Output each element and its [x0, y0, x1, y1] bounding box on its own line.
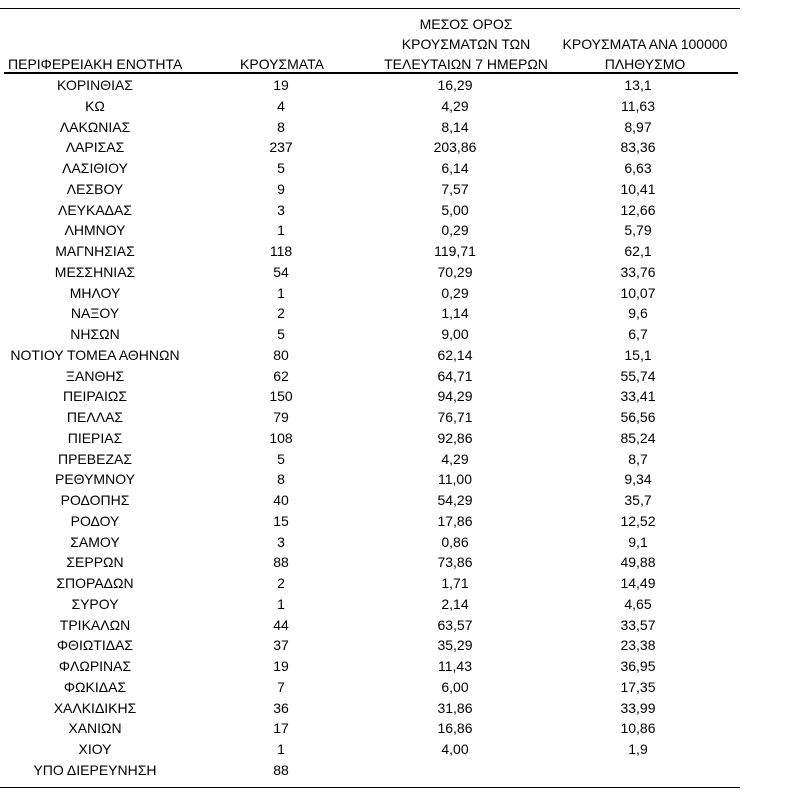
- region-cell: ΝΑΞΟΥ: [70, 305, 120, 322]
- cases-per-100000-cell: 1,9: [628, 741, 648, 757]
- table-row: [0, 573, 740, 594]
- header-cases-per-100000: [552, 34, 738, 74]
- table-row: [0, 594, 740, 615]
- table-row: [0, 469, 740, 490]
- region-cell: ΣΥΡΟΥ: [71, 595, 119, 612]
- table-row: [0, 262, 740, 283]
- table-row: [0, 366, 740, 387]
- region-cell: ΠΡΕΒΕΖΑΣ: [57, 450, 132, 467]
- region-cell: ΥΠΟ ΔΙΕΡΕΥΝΗΣΗ: [33, 761, 157, 778]
- table-row: [0, 760, 740, 781]
- region-cell: ΛΑΣΙΘΙΟΥ: [62, 160, 128, 176]
- cases-cell: 19: [273, 658, 289, 674]
- cases-cell: 40: [273, 492, 289, 508]
- region-cell: ΛΗΜΝΟΥ: [64, 222, 126, 239]
- table-row: [0, 656, 740, 677]
- region-cell: ΧΙΟΥ: [78, 741, 112, 757]
- cases-per-100000-cell: [538, 760, 738, 781]
- cases-cell: 88: [273, 554, 289, 571]
- cases-per-100000-cell: 10,07: [620, 284, 656, 301]
- cases-cell: 1: [277, 222, 285, 239]
- table-row: [0, 303, 740, 324]
- cases-per-100000-cell: 5,79: [624, 222, 652, 239]
- cases-cell: 88: [273, 761, 289, 778]
- cases-per-100000-cell: 15,1: [624, 346, 652, 363]
- avg-7-days-cell: 76,71: [437, 409, 473, 425]
- cases-cell: 9: [277, 180, 285, 197]
- header-avg-line-3: ΤΕΛΕΥΤΑΙΩΝ 7 ΗΜΕΡΩΝ: [384, 56, 548, 72]
- table-body: [0, 75, 740, 781]
- cases-cell: 3: [277, 533, 285, 550]
- avg-7-days-cell: 4,29: [441, 450, 469, 467]
- avg-7-days-cell: 62,14: [437, 346, 473, 363]
- cases-per-100000-cell: 35,7: [624, 492, 652, 508]
- region-cell: ΚΟΡΙΝΘΙΑΣ: [57, 77, 133, 93]
- table-row: [0, 677, 740, 698]
- avg-7-days-cell: 119,71: [434, 243, 476, 259]
- avg-7-days-cell: 11,00: [438, 471, 472, 488]
- header-cases: ΚΡΟΥΣΜΑΤΑ: [240, 56, 324, 72]
- cases-per-100000-cell: 17,35: [620, 678, 656, 695]
- table-row: [0, 345, 740, 366]
- region-cell: ΣΠΟΡΑΔΩΝ: [56, 575, 134, 591]
- cases-cell: 118: [269, 243, 293, 259]
- cases-per-100000-cell: 14,49: [620, 575, 656, 591]
- table-row: [0, 158, 740, 179]
- table-row: [0, 200, 740, 221]
- cases-per-100000-cell: 33,76: [620, 263, 656, 280]
- cases-per-100000-cell: 33,41: [620, 388, 656, 405]
- cases-cell: 79: [273, 409, 289, 425]
- table-row: [0, 96, 740, 117]
- region-cell: ΡΕΘΥΜΝΟΥ: [54, 471, 135, 488]
- cases-per-100000-cell: 62,1: [624, 243, 652, 259]
- header-avg-7-days: [380, 14, 552, 74]
- cases-cell: 19: [273, 77, 289, 93]
- region-cell: ΜΕΣΣΗΝΙΑΣ: [54, 263, 136, 280]
- cases-per-100000-cell: 49,88: [620, 554, 656, 571]
- region-cell: ΡΟΔΟΠΗΣ: [60, 492, 130, 508]
- cases-cell: 237: [269, 139, 293, 156]
- region-cell: ΧΑΛΚΙΔΙΚΗΣ: [53, 699, 137, 716]
- avg-7-days-cell: 203,86: [433, 139, 477, 156]
- table-row: [0, 117, 740, 138]
- cases-cell: 80: [273, 346, 289, 363]
- header-per-line-1: ΚΡΟΥΣΜΑΤΑ ΑΝΑ 100000: [562, 36, 728, 52]
- table-row: [0, 511, 740, 532]
- table-row: [0, 283, 740, 304]
- cases-cell: 5: [277, 326, 285, 342]
- bottom-rule: [0, 787, 740, 788]
- cases-cell: 1: [277, 595, 285, 612]
- avg-7-days-cell: 1,71: [441, 575, 469, 591]
- avg-7-days-cell: 31,86: [437, 699, 473, 716]
- region-cell: ΠΕΙΡΑΙΩΣ: [63, 388, 127, 405]
- cases-per-100000-cell: 9,6: [628, 305, 648, 322]
- avg-7-days-cell: 70,29: [437, 263, 473, 280]
- avg-7-days-cell: 9,00: [441, 326, 469, 342]
- cases-per-100000-cell: 9,34: [624, 471, 652, 488]
- avg-7-days-cell: 1,14: [441, 305, 469, 322]
- cases-cell: 62: [273, 367, 289, 384]
- avg-7-days-cell: 8,14: [441, 118, 469, 135]
- cases-per-100000-cell: 10,86: [620, 720, 656, 737]
- avg-7-days-cell: 2,14: [441, 595, 469, 612]
- avg-7-days-cell: 54,29: [437, 492, 473, 508]
- avg-7-days-cell: 6,00: [441, 678, 469, 695]
- cases-cell: 37: [273, 637, 289, 654]
- cases-cell: 15: [273, 512, 289, 529]
- region-cell: ΣΑΜΟΥ: [70, 533, 120, 550]
- cases-cell: 17: [273, 720, 289, 737]
- region-cell: ΝΟΤΙΟΥ ΤΟΜΕΑ ΑΘΗΝΩΝ: [10, 346, 180, 363]
- cases-per-100000-cell: 33,57: [620, 616, 656, 633]
- cases-cell: 3: [277, 201, 285, 218]
- table-row: [0, 75, 740, 96]
- region-cell: ΛΑΚΩΝΙΑΣ: [59, 118, 131, 135]
- cases-cell: 1: [277, 741, 285, 757]
- region-cell: ΦΛΩΡΙΝΑΣ: [58, 658, 132, 674]
- cases-per-100000-cell: 12,66: [620, 201, 656, 218]
- avg-7-days-cell: 0,29: [441, 222, 469, 239]
- avg-7-days-cell: 6,14: [441, 160, 469, 176]
- table-row: [0, 137, 740, 158]
- table-row: [0, 449, 740, 470]
- avg-7-days-cell: 64,71: [437, 367, 473, 384]
- cases-cell: 44: [273, 616, 289, 633]
- cases-cell: 2: [277, 305, 285, 322]
- cases-cell: 8: [277, 471, 285, 488]
- region-cell: ΦΘΙΩΤΙΔΑΣ: [56, 637, 134, 654]
- region-cell: ΝΗΣΩΝ: [70, 326, 120, 342]
- cases-per-100000-cell: 56,56: [620, 409, 656, 425]
- avg-7-days-cell: 4,29: [441, 97, 469, 114]
- region-cell: ΛΕΥΚΑΔΑΣ: [57, 201, 133, 218]
- cases-per-100000-cell: 33,99: [620, 699, 656, 716]
- region-cell: ΠΕΛΛΑΣ: [66, 409, 124, 425]
- region-cell: ΜΑΓΝΗΣΙΑΣ: [55, 243, 135, 259]
- header-per-line-2: ΠΛΗΘΥΣΜΟ: [604, 56, 686, 72]
- cases-cell: 8: [277, 118, 285, 135]
- cases-per-100000-cell: 13,1: [624, 77, 652, 93]
- region-cell: ΡΟΔΟΥ: [70, 512, 120, 529]
- region-cell: ΛΕΣΒΟΥ: [66, 180, 124, 197]
- table-row: [0, 386, 740, 407]
- table-row: [0, 220, 740, 241]
- cases-per-100000-cell: 55,74: [620, 367, 656, 384]
- cases-per-100000-cell: 23,38: [620, 637, 656, 654]
- avg-7-days-cell: 16,29: [437, 77, 473, 93]
- region-cell: ΠΙΕΡΙΑΣ: [67, 429, 123, 446]
- header-rule: [4, 72, 738, 74]
- avg-7-days-cell: 17,86: [437, 512, 473, 529]
- region-cell: ΦΩΚΙΔΑΣ: [63, 678, 127, 695]
- cases-cell: 2: [277, 575, 285, 591]
- table-row: [0, 532, 740, 553]
- avg-7-days-cell: 11,43: [438, 658, 472, 674]
- table-row: [0, 718, 740, 739]
- table-row: [0, 490, 740, 511]
- table-row: [0, 739, 740, 760]
- avg-7-days-cell: 5,00: [441, 201, 469, 218]
- avg-7-days-cell: 73,86: [437, 554, 473, 571]
- avg-7-days-cell: 92,86: [437, 429, 473, 446]
- cases-cell: 36: [273, 699, 289, 716]
- table-row: [0, 179, 740, 200]
- cases-cell: 4: [277, 97, 285, 114]
- avg-7-days-cell: 35,29: [437, 637, 473, 654]
- region-cell: ΧΑΝΙΩΝ: [68, 720, 122, 737]
- table-row: [0, 635, 740, 656]
- region-cell: ΞΑΝΘΗΣ: [65, 367, 125, 384]
- cases-cell: 5: [277, 160, 285, 176]
- header-avg-line-2: ΚΡΟΥΣΜΑΤΩΝ ΤΩΝ: [401, 36, 531, 52]
- avg-7-days-cell: 4,00: [441, 741, 469, 757]
- cases-per-100000-cell: 11,63: [621, 97, 655, 114]
- avg-7-days-cell: 63,57: [437, 616, 473, 633]
- region-cell: ΤΡΙΚΑΛΩΝ: [59, 616, 131, 633]
- cases-cell: 7: [277, 678, 285, 695]
- cases-cell: 108: [269, 429, 293, 446]
- region-cell: ΣΕΡΡΩΝ: [66, 554, 124, 571]
- table-row: [0, 324, 740, 345]
- cases-per-100000-cell: 8,7: [628, 450, 648, 467]
- cases-per-100000-cell: 85,24: [620, 429, 656, 446]
- cases-per-100000-cell: 8,97: [624, 118, 652, 135]
- cases-cell: 54: [273, 263, 289, 280]
- table-row: [0, 428, 740, 449]
- top-rule: [0, 8, 740, 9]
- cases-cell: 5: [277, 450, 285, 467]
- cases-cell: 1: [277, 284, 285, 301]
- header-avg-line-1: ΜΕΣΟΣ ΟΡΟΣ: [419, 16, 513, 32]
- avg-7-days-cell: 94,29: [437, 388, 473, 405]
- region-cell: ΛΑΡΙΣΑΣ: [65, 139, 125, 156]
- region-cell: ΚΩ: [85, 97, 105, 114]
- avg-7-days-cell: 7,57: [441, 180, 469, 197]
- avg-7-days-cell: [372, 760, 538, 781]
- cases-per-100000-cell: 9,1: [628, 533, 648, 550]
- table-row: [0, 698, 740, 719]
- table-row: [0, 407, 740, 428]
- cases-per-100000-cell: 12,52: [620, 512, 656, 529]
- cases-per-100000-cell: 4,65: [624, 595, 652, 612]
- avg-7-days-cell: 0,86: [441, 533, 469, 550]
- cases-per-100000-cell: 83,36: [620, 139, 656, 156]
- table-row: [0, 241, 740, 262]
- header-region: ΠΕΡΙΦΕΡΕΙΑΚΗ ΕΝΟΤΗΤΑ: [8, 56, 183, 72]
- region-cell: ΜΗΛΟΥ: [69, 284, 121, 301]
- cases-per-100000-cell: 6,7: [628, 326, 648, 342]
- cases-per-100000-cell: 6,63: [624, 160, 652, 176]
- cases-per-100000-cell: 10,41: [620, 180, 656, 197]
- cases-per-100000-cell: 36,95: [620, 658, 656, 674]
- table-row: [0, 615, 740, 636]
- avg-7-days-cell: 0,29: [441, 284, 469, 301]
- table-row: [0, 552, 740, 573]
- cases-cell: 150: [269, 388, 293, 405]
- avg-7-days-cell: 16,86: [437, 720, 473, 737]
